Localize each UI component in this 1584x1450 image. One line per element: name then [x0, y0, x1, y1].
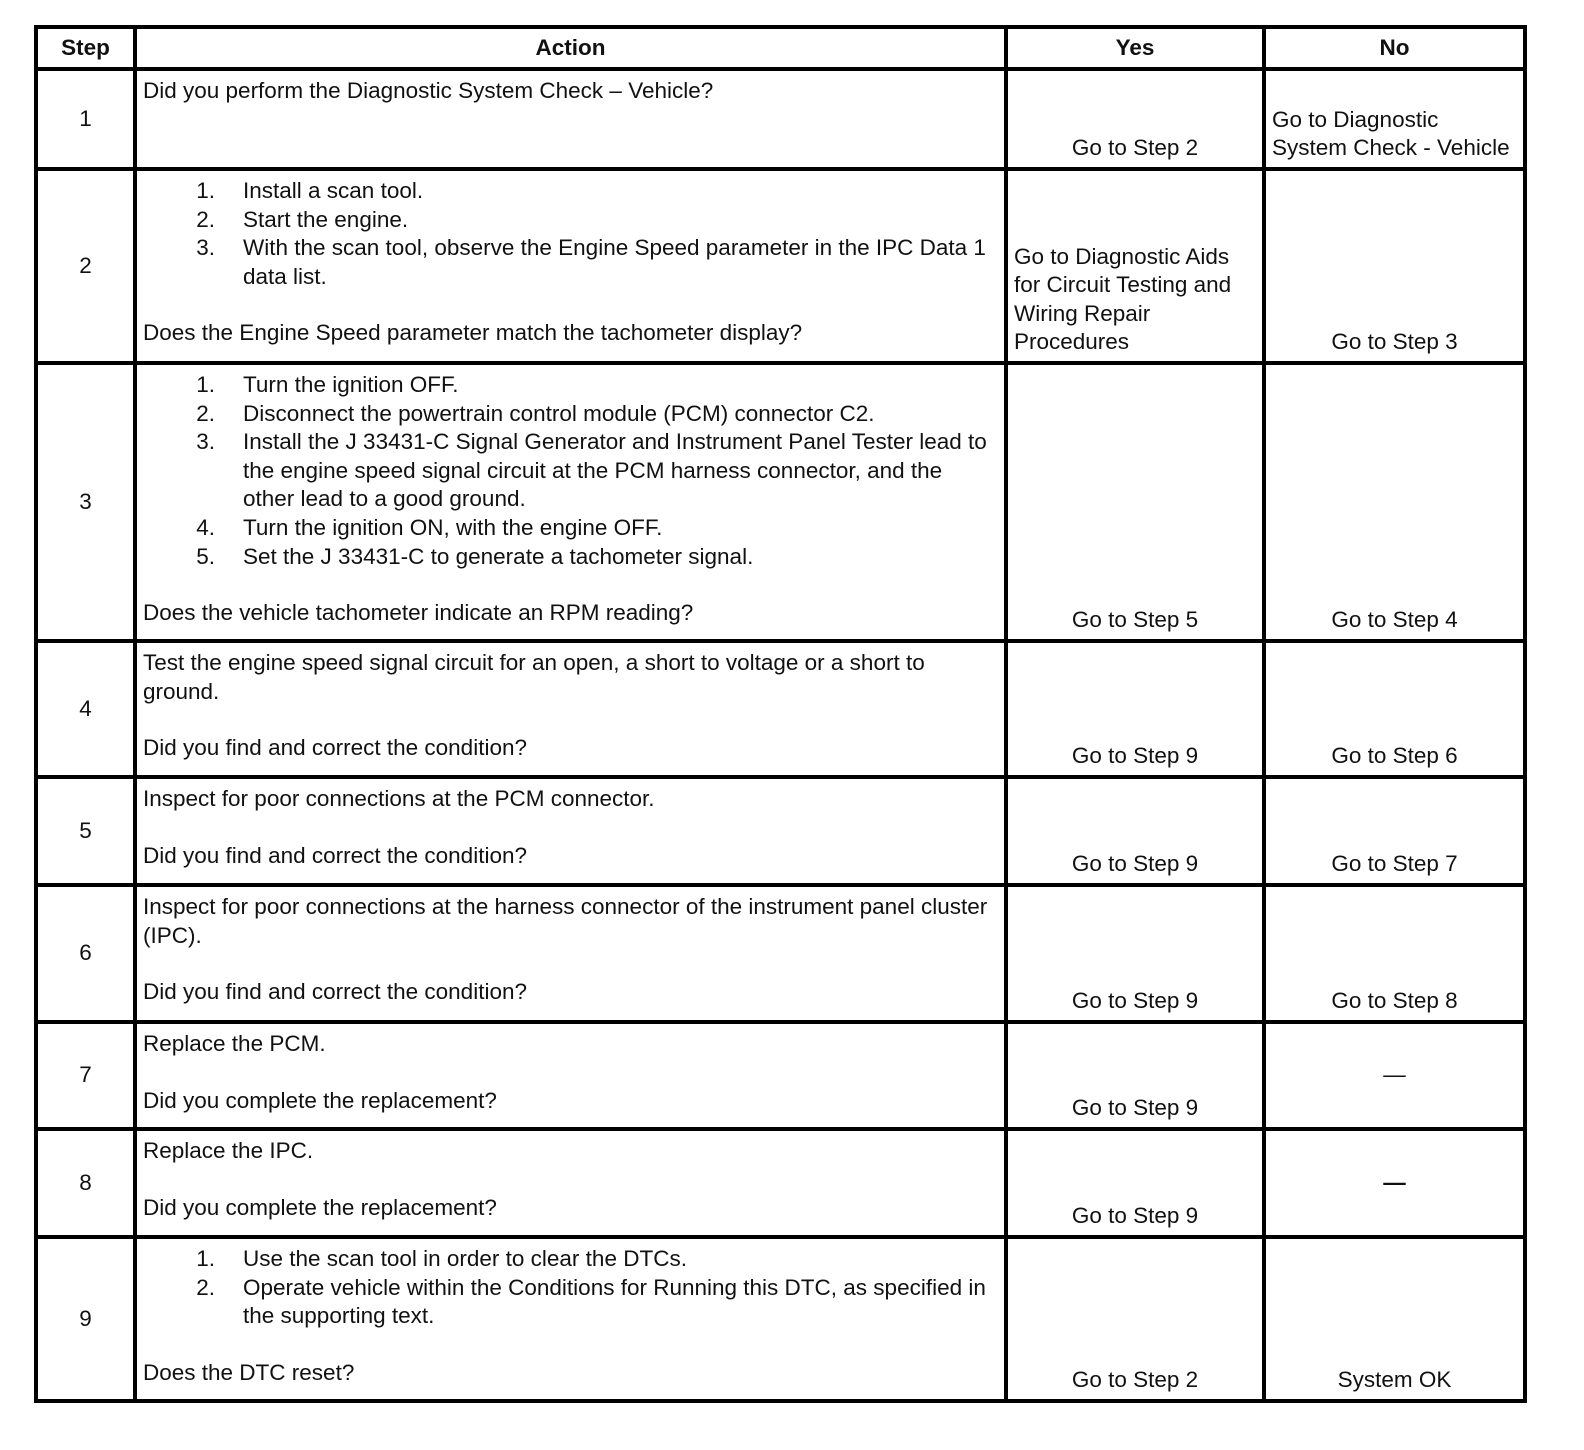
action-text: Inspect for poor connections at the harness connector of the instrument panel cluster (IPC).	[143, 894, 988, 948]
yes-cell: Go to Step 9	[1006, 1022, 1264, 1129]
action-text: Inspect for poor connections at the PCM connector.	[143, 786, 655, 811]
list-item: 4. Turn the ignition ON, with the engine OFF.	[196, 514, 663, 540]
list-item: 2. Start the engine.	[196, 206, 409, 232]
yes-cell: Go to Step 9	[1006, 641, 1264, 777]
list-item: 1. Turn the ignition OFF.	[196, 372, 459, 397]
table-row	[36, 885, 1525, 1022]
action-steps-list	[143, 177, 996, 291]
yes-cell: Go to Step 2	[1006, 69, 1264, 169]
no-cell: Go to Diagnostic System Check - Vehicle	[1264, 69, 1525, 169]
yes-cell: Go to Step 5	[1006, 363, 1264, 641]
no-cell: Go to Step 3	[1264, 169, 1525, 363]
list-item: 1. Use the scan tool in order to clear the DTCs.	[196, 1246, 687, 1271]
no-cell: Go to Step 7	[1264, 777, 1525, 885]
list-item: 3. With the scan tool, observe the Engine Speed parameter in the IPC Data 1 data list.	[196, 235, 986, 289]
step-number: 4	[36, 641, 135, 777]
action-question: Does the vehicle tachometer indicate an RPM reading?	[143, 600, 694, 626]
action-question: Did you find and correct the condition?	[143, 842, 527, 868]
action-question: Did you complete the replacement?	[143, 1194, 497, 1220]
yes-cell: Go to Diagnostic Aids for Circuit Testing and Wiring Repair Procedures	[1006, 169, 1264, 363]
action-question: Does the Engine Speed parameter match the tachometer display?	[143, 320, 803, 346]
action-steps-list	[143, 1245, 996, 1331]
action-cell	[135, 363, 1006, 641]
step-number: 5	[36, 777, 135, 885]
step-number: 6	[36, 885, 135, 1022]
action-text: Replace the IPC.	[143, 1138, 314, 1163]
list-item: 3. Install the J 33431-C Signal Generator and Instrument Panel Tester lead to the engine speed signal circuit at the PCM harness connector, and the other lead to a good ground.	[196, 429, 987, 512]
step-number: 8	[36, 1129, 135, 1237]
no-cell: Go to Step 8	[1264, 885, 1525, 1022]
action-text: Did you perform the Diagnostic System Check – Vehicle?	[143, 78, 714, 103]
action-cell	[135, 1129, 1006, 1237]
yes-cell: Go to Step 2	[1006, 1237, 1264, 1401]
action-cell	[135, 885, 1006, 1022]
table-row	[36, 169, 1525, 363]
list-item: 1. Install a scan tool.	[196, 178, 424, 203]
no-cell: —	[1264, 1022, 1525, 1129]
table-row	[36, 1237, 1525, 1401]
yes-cell: Go to Step 9	[1006, 885, 1264, 1022]
header-action: Action	[135, 27, 1006, 69]
table-row	[36, 1022, 1525, 1129]
list-item: 5. Set the J 33431-C to generate a tachometer signal.	[196, 543, 754, 569]
step-number: 2	[36, 169, 135, 363]
step-number: 9	[36, 1237, 135, 1401]
action-question: Did you find and correct the condition?	[143, 735, 527, 761]
no-cell: System OK	[1264, 1237, 1525, 1401]
action-cell	[135, 1022, 1006, 1129]
action-cell	[135, 777, 1006, 885]
no-cell: —	[1264, 1129, 1525, 1237]
action-text: Test the engine speed signal circuit for an open, a short to voltage or a short to ground.	[143, 650, 925, 704]
no-cell: Go to Step 6	[1264, 641, 1525, 777]
table-row	[36, 69, 1525, 169]
step-number: 3	[36, 363, 135, 641]
table-header-row	[36, 27, 1525, 69]
table-row	[36, 1129, 1525, 1237]
action-cell	[135, 1237, 1006, 1401]
action-cell	[135, 69, 1006, 169]
table-row	[36, 777, 1525, 885]
no-cell: Go to Step 4	[1264, 363, 1525, 641]
action-cell	[135, 641, 1006, 777]
yes-cell: Go to Step 9	[1006, 1129, 1264, 1237]
header-step: Step	[36, 27, 135, 69]
action-question: Does the DTC reset?	[143, 1359, 355, 1385]
action-cell	[135, 169, 1006, 363]
action-question: Did you complete the replacement?	[143, 1087, 497, 1113]
step-number: 7	[36, 1022, 135, 1129]
table-row	[36, 641, 1525, 777]
action-question: Did you find and correct the condition?	[143, 979, 527, 1005]
list-item: 2. Disconnect the powertrain control module (PCM) connector C2.	[196, 400, 875, 426]
action-text: Replace the PCM.	[143, 1031, 326, 1056]
step-number: 1	[36, 69, 135, 169]
action-steps-list	[143, 371, 996, 571]
list-item: 2. Operate vehicle within the Conditions for Running this DTC, as specified in the supporting text.	[196, 1274, 986, 1329]
table-row	[36, 363, 1525, 641]
header-no: No	[1264, 27, 1525, 69]
diagnostic-table	[34, 25, 1527, 1403]
yes-cell: Go to Step 9	[1006, 777, 1264, 885]
header-yes: Yes	[1006, 27, 1264, 69]
